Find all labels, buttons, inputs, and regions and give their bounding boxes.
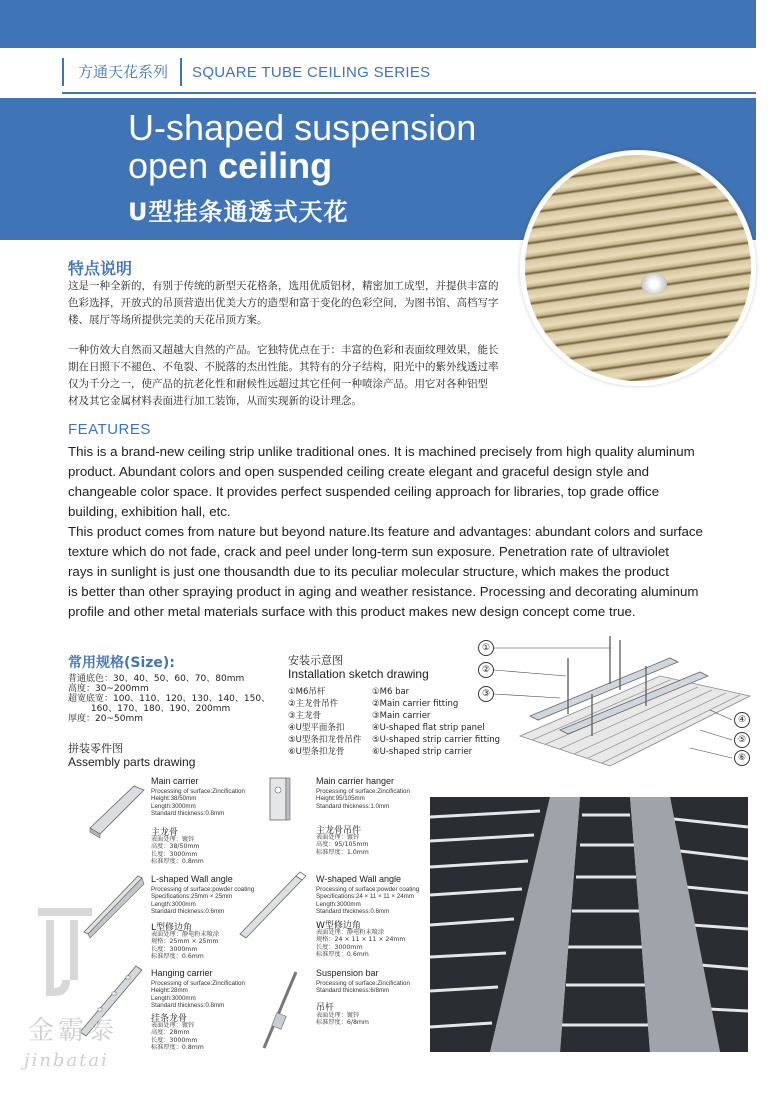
part-spec-cn <box>151 1022 204 1052</box>
part-title: Hanging carrier <box>151 968 213 978</box>
series-header <box>62 52 756 94</box>
main-carrier-hanger-drawing <box>264 776 294 824</box>
part-spec-line: Specifications:25mm × 25mm <box>151 893 233 901</box>
install-heading-en: Installation sketch drawing <box>288 667 429 681</box>
part-spec-line: Height:95/105mm <box>316 795 365 803</box>
part-title-cn: 主龙骨吊件 <box>316 826 362 836</box>
size-line: 普通底色：30、40、50、60、70、80mm <box>68 674 245 684</box>
install-item-cn: ⑤U型条扣龙骨吊件 <box>288 735 362 745</box>
size-line: 厚度：20~50mm <box>68 714 143 724</box>
part-spec-cn-line: 标准厚度：1.0mm <box>316 848 369 856</box>
features-cn-line: 这是一种全新的，有别于传统的新型天花格条，选用优质铝材，精密加工成型，并提供丰富的 <box>68 280 499 292</box>
install-item-cn: ②主龙骨吊件 <box>288 699 339 709</box>
part-spec-cn-line: 标准厚度：0.8mm <box>151 858 204 866</box>
features-heading-en: FEATURES <box>68 421 151 438</box>
series-title-cn: 方通天花系列 <box>62 58 180 86</box>
part-spec-line: Standard thickness:0.8mm <box>151 810 225 818</box>
part-spec-cn <box>151 931 219 961</box>
part-spec-line: Processing of surface:Zincification <box>151 980 245 987</box>
install-item-en: ①M6 bar <box>372 687 410 697</box>
size-line: 高度：30~200mm <box>68 684 149 694</box>
part-spec-line: Specifications:24 × 11 × 11 × 24mm <box>316 893 414 901</box>
callout-2: ② <box>478 662 494 678</box>
features-en-line: changeable color space. It provides perfect suspended ceiling approach for libraries, top grade office <box>68 484 660 499</box>
features-en-line: This product comes from nature but beyond nature.Its feature and advantages: abundant colors and surface <box>68 524 703 539</box>
w-wall-angle-drawing <box>236 870 308 940</box>
install-item-cn: ⑥U型条扣龙骨 <box>288 747 345 757</box>
part-spec-cn-line: 长度：3000mm <box>316 943 363 951</box>
callout-1: ① <box>478 640 494 656</box>
part-spec-cn-line: 标准厚度：0.8mm <box>151 1044 204 1052</box>
features-en-line: profile and other metal materials surface with this product makes new design concept come true. <box>68 604 636 619</box>
part-spec-line: Standard thickness:6/8mm <box>316 987 390 995</box>
callout-6: ⑥ <box>734 750 750 766</box>
part-spec-line: Length:3000mm <box>151 900 196 908</box>
part-spec-cn-line: 高度：28mm <box>151 1029 190 1037</box>
part-spec <box>316 886 419 916</box>
features-cn-line: 色彩选择，开放式的吊顶营造出优美大方的造型和富于变化的色彩空间，为图书馆、高档写字 <box>68 297 499 309</box>
part-spec-cn-line: 表面处理：静电粉末喷涂 <box>151 931 220 938</box>
part-spec-cn <box>316 834 369 856</box>
features-cn-line: 楼、展厅等场所提供完美的天花吊顶方案。 <box>68 314 268 326</box>
features-en-line: rays in sunlight is just one thousandth due to its peculiar molecular structure, which makes the product <box>68 564 669 579</box>
part-spec-line: Height:38/50mm <box>151 795 197 803</box>
part-spec-line: Length:3000mm <box>151 802 196 810</box>
part-title: Main carrier hanger <box>316 776 395 786</box>
part-spec-cn <box>316 929 405 959</box>
part-spec-line: Processing of surface:Zincification <box>151 788 245 795</box>
suspension-bar-drawing <box>256 968 306 1054</box>
features-heading-cn: 特点说明 <box>68 259 133 278</box>
product-title-line2 <box>128 146 332 186</box>
part-spec-cn-line: 高度：95/105mm <box>316 841 369 849</box>
install-item-en: ④U-shaped flat strip panel <box>372 723 485 733</box>
part-spec-line: Processing of surface:powder coating <box>316 886 420 893</box>
ceiling-circle-photo <box>520 150 756 386</box>
size-line: 超宽底宽：100、110、120、130、140、150、 <box>68 694 271 704</box>
callout-3: ③ <box>478 686 494 702</box>
part-title-cn: 吊杆 <box>316 1003 335 1013</box>
assembly-heading-en: Assembly parts drawing <box>68 755 196 769</box>
part-spec-cn-line: 标准厚度：0.6mm <box>151 953 204 961</box>
part-spec-cn <box>151 836 204 866</box>
part-spec-cn-line: 规格：25mm × 25mm <box>151 938 219 946</box>
install-item-en: ⑤U-shaped strip carrier fitting <box>372 735 501 745</box>
callout-5: ⑤ <box>734 732 750 748</box>
part-spec-cn-line: 长度：3000mm <box>151 945 198 953</box>
part-spec-cn <box>316 1012 369 1027</box>
part-title-cn: L型修边角 <box>151 923 193 933</box>
part-spec <box>316 788 410 810</box>
size-line: 160、170、180、190、200mm <box>68 704 231 714</box>
top-blue-bar <box>0 0 756 48</box>
logo-text-cn: 金霸泰 <box>28 1016 119 1046</box>
ceiling-lamp-icon <box>641 273 667 295</box>
features-en-line: building, exhibition hall, etc. <box>68 504 231 519</box>
part-spec-line: Standard thickness:0.6mm <box>151 908 225 916</box>
install-item-cn: ③主龙骨 <box>288 711 322 721</box>
part-spec-line: Standard thickness:0.8mm <box>151 1002 225 1010</box>
ceiling-photo-art <box>430 797 748 1052</box>
title-ceiling-text: ceiling <box>218 145 333 186</box>
features-en-line: product. Abundant colors and open suspended ceiling create elegant and graceful design style and <box>68 464 650 479</box>
part-spec-line: Length:3000mm <box>316 900 361 908</box>
part-spec-line: Standard thickness:0.6mm <box>316 908 390 916</box>
part-title-cn: W型修边角 <box>316 921 361 931</box>
install-item-en: ②Main carrier fitting <box>372 699 459 709</box>
part-title: L-shaped Wall angle <box>151 874 233 884</box>
part-spec-cn-line: 长度：3000mm <box>151 1036 198 1044</box>
part-title: W-shaped Wall angle <box>316 874 402 884</box>
part-spec-cn-line: 表面处理：镀锌 <box>151 836 195 843</box>
features-cn-line: 材及其它金属材料表面进行加工装饰，从而实现新的设计理念。 <box>68 395 362 407</box>
part-spec-cn-line: 表面处理：镀锌 <box>151 1022 195 1029</box>
part-spec-cn-line: 标准厚度：0.6mm <box>316 951 369 959</box>
part-spec-cn-line: 长度：3000mm <box>151 850 198 858</box>
part-spec-line: Processing of surface:powder coating <box>151 886 255 893</box>
install-item-en: ③Main carrier <box>372 711 431 721</box>
part-title-cn: 主龙骨 <box>151 828 179 838</box>
install-item-en: ⑥U-shaped strip carrier <box>372 747 473 757</box>
installation-sketch <box>470 636 760 772</box>
features-cn-line: 一种仿效大自然而又超越大自然的产品。它独特优点在于：丰富的色彩和表面纹理效果，能长 <box>68 344 499 356</box>
product-title-cn: U型挂条通透式天花 <box>128 198 349 226</box>
part-title: Suspension bar <box>316 968 379 978</box>
product-title-line1: U-shaped suspension <box>128 107 477 148</box>
features-en-line: is better than other spraying product in aging and weather resistance. Processing and decorating aluminum <box>68 584 699 599</box>
part-spec-line: Length:3000mm <box>151 994 196 1002</box>
part-spec-cn-line: 高度：38/50mm <box>151 843 200 851</box>
part-spec-cn-line: 表面处理：静电粉末喷涂 <box>316 929 385 936</box>
features-en-line: This is a brand-new ceiling strip unlike traditional ones. It is machined precisely from high quality aluminum <box>68 444 695 459</box>
part-spec <box>151 788 245 818</box>
features-en-line: texture which do not fade, crack and peel under long-term sun exposure. Penetration rate of ultraviolet <box>68 544 669 559</box>
part-spec <box>316 980 410 995</box>
install-heading-cn: 安装示意图 <box>288 654 343 667</box>
features-cn-line: 期在日照下不褪色、不龟裂、不脱落的杰出性能。其特有的分子结构，阳光中的紫外线透过率 <box>68 361 499 373</box>
title-open-text: open <box>128 145 219 186</box>
series-title-en: SQUARE TUBE CEILING SERIES <box>192 63 431 81</box>
features-cn-line: 仅为千分之一，使产品的抗老化性和耐候性远超过其它任何一种喷涂产品。用它对各种铝型 <box>68 378 488 390</box>
size-heading: 常用规格(Size): <box>68 655 175 671</box>
part-spec-line: Height:28mm <box>151 987 188 995</box>
part-spec-line: Processing of surface:Zincification <box>316 980 410 987</box>
install-item-cn: ④U型平面条扣 <box>288 723 345 733</box>
part-spec <box>151 980 245 1010</box>
part-spec-cn-line: 表面处理：镀锌 <box>316 834 360 841</box>
part-spec-line: Processing of surface:Zincification <box>316 788 410 795</box>
install-item-cn: ①M6吊杆 <box>288 687 326 697</box>
ceiling-installation-photo <box>430 797 748 1052</box>
logo-text-en: jinbatai <box>24 1050 109 1071</box>
part-spec-cn-line: 标准厚度：6/8mm <box>316 1019 369 1027</box>
part-title-cn: 挂条龙骨 <box>151 1014 188 1024</box>
install-legend-cn <box>288 686 361 758</box>
part-spec-line: Standard thickness:1.0mm <box>316 802 390 810</box>
part-spec-cn-line: 表面处理：镀锌 <box>316 1012 360 1019</box>
assembly-heading-cn: 拼装零件图 <box>68 742 123 755</box>
callout-4: ④ <box>734 712 750 728</box>
jinbatai-logo-mark <box>30 904 100 1004</box>
main-carrier-drawing <box>88 782 148 840</box>
part-title: Main carrier <box>151 776 199 786</box>
part-spec-cn-line: 规格：24 × 11 × 11 × 24mm <box>316 936 406 944</box>
